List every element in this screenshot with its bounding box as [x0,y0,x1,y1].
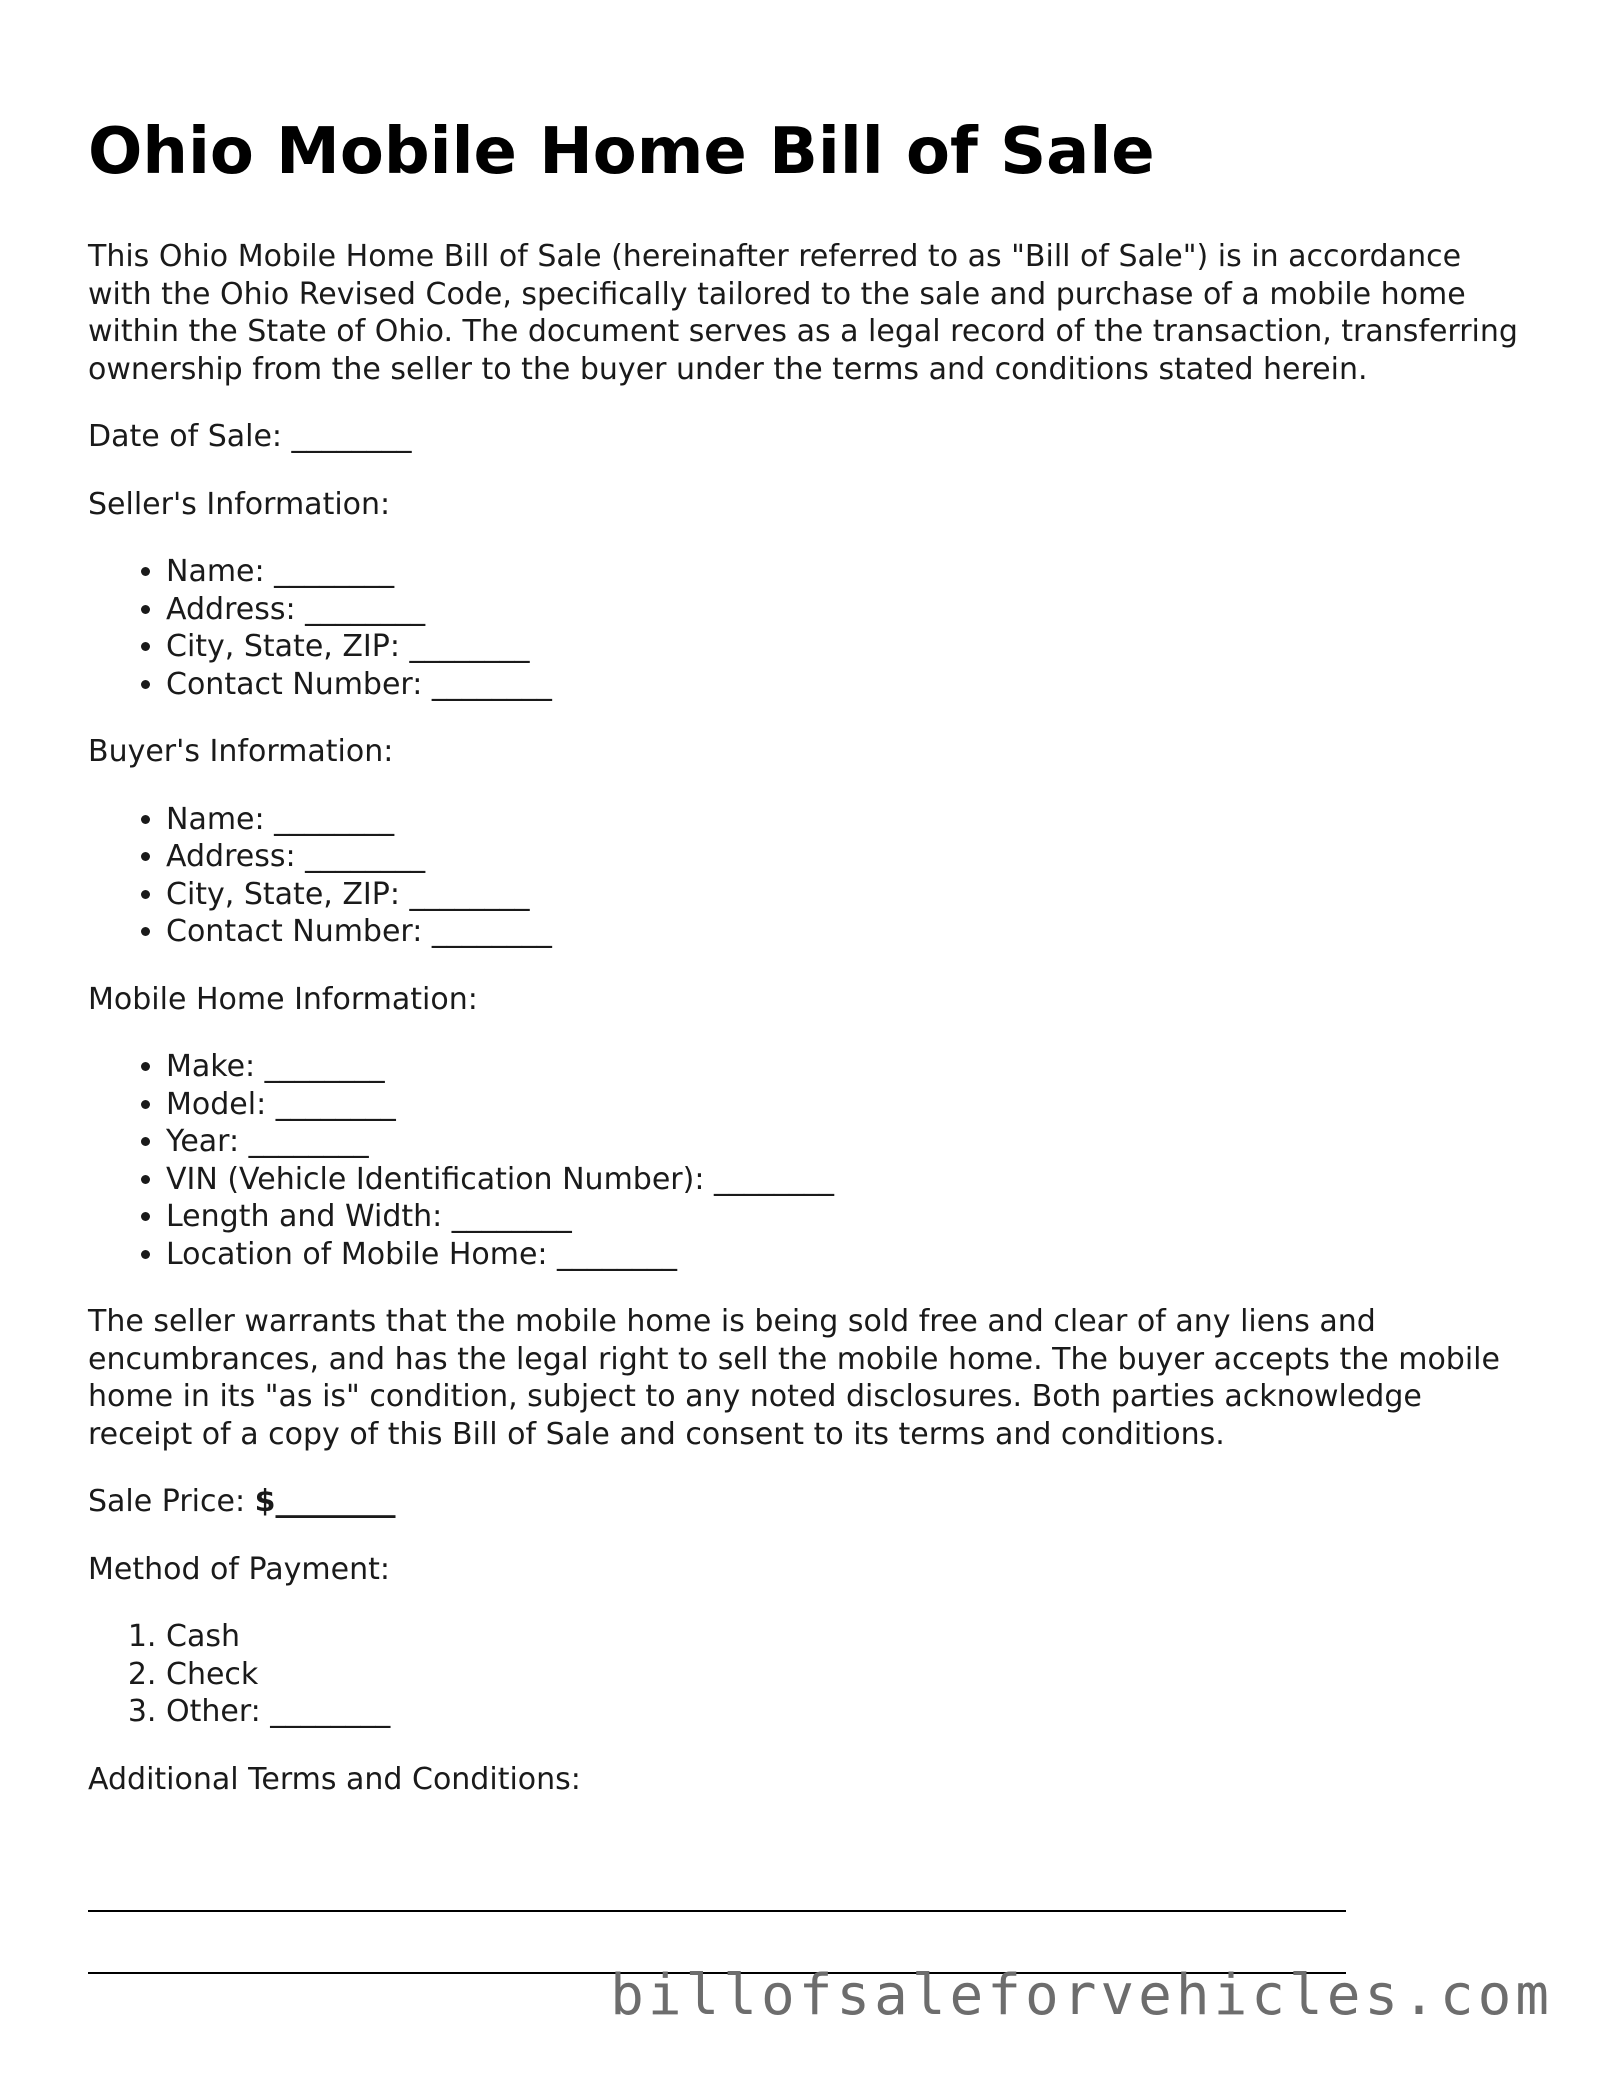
buyer-contact-number-field[interactable]: • Contact Number: ________ [166,913,1528,951]
bill-of-sale-document [88,110,1528,1828]
sale-price-value[interactable]: $________ [254,1484,396,1519]
seller-city-state-zip-field[interactable]: • City, State, ZIP: ________ [166,628,1528,666]
seller-info-heading: Seller's Information: [88,486,391,522]
length-width-field[interactable]: • Length and Width: ________ [166,1198,1528,1236]
vin-field[interactable]: • VIN (Vehicle Identification Number): ________ [166,1161,1528,1199]
sale-price-field[interactable] [88,1483,1528,1521]
intro-paragraph: This Ohio Mobile Home Bill of Sale (hereinafter referred to as "Bill of Sale") is in accordance with the Ohio Revised Code, specifically tailored to the sale and purchase of a mobile home within the State of Ohio. The document serves as a legal record of the transaction, transferring ownership from the seller to the buyer under the terms and conditions stated herein. [88,239,1518,387]
mobile-home-info-list [88,1048,1528,1273]
payment-option-other[interactable]: 3. Other: ________ [166,1693,1528,1731]
sale-price-label: Sale Price: [88,1484,255,1519]
seller-name-field[interactable]: • Name: ________ [166,553,1528,591]
buyer-name-field[interactable]: • Name: ________ [166,801,1528,839]
payment-option-cash[interactable]: 1. Cash [166,1618,1528,1656]
mobile-home-info-heading: Mobile Home Information: [88,981,478,1017]
seller-contact-number-field[interactable]: • Contact Number: ________ [166,666,1528,704]
seller-info-list [88,553,1528,703]
watermark-text: billofsaleforvehicles.com [610,1963,1553,2028]
make-field[interactable]: • Make: ________ [166,1048,1528,1086]
date-of-sale-field[interactable]: Date of Sale: ________ [88,419,412,454]
location-field[interactable]: • Location of Mobile Home: ________ [166,1236,1528,1274]
additional-terms-heading: Additional Terms and Conditions: [88,1761,581,1797]
document-title: Ohio Mobile Home Bill of Sale [88,115,1155,189]
warranty-paragraph: The seller warrants that the mobile home is being sold free and clear of any liens and encumbrances, and has the legal right to sell the mobile home. The buyer accepts the mobile home in its "as is" condition, subject to any noted disclosures. Both parties acknowledge receipt of a copy of this Bill of Sale and consent to its terms and conditions. [88,1304,1500,1452]
buyer-address-field[interactable]: • Address: ________ [166,838,1528,876]
buyer-info-list [88,801,1528,951]
payment-option-check[interactable]: 2. Check [166,1656,1528,1694]
buyer-info-heading: Buyer's Information: [88,734,394,769]
buyer-city-state-zip-field[interactable]: • City, State, ZIP: ________ [166,876,1528,914]
additional-terms-line-1[interactable] [88,1910,1346,1912]
seller-address-field[interactable]: • Address: ________ [166,591,1528,629]
payment-method-list [88,1618,1528,1731]
payment-method-heading: Method of Payment: [88,1551,390,1587]
year-field[interactable]: • Year: ________ [166,1123,1528,1161]
model-field[interactable]: • Model: ________ [166,1086,1528,1124]
